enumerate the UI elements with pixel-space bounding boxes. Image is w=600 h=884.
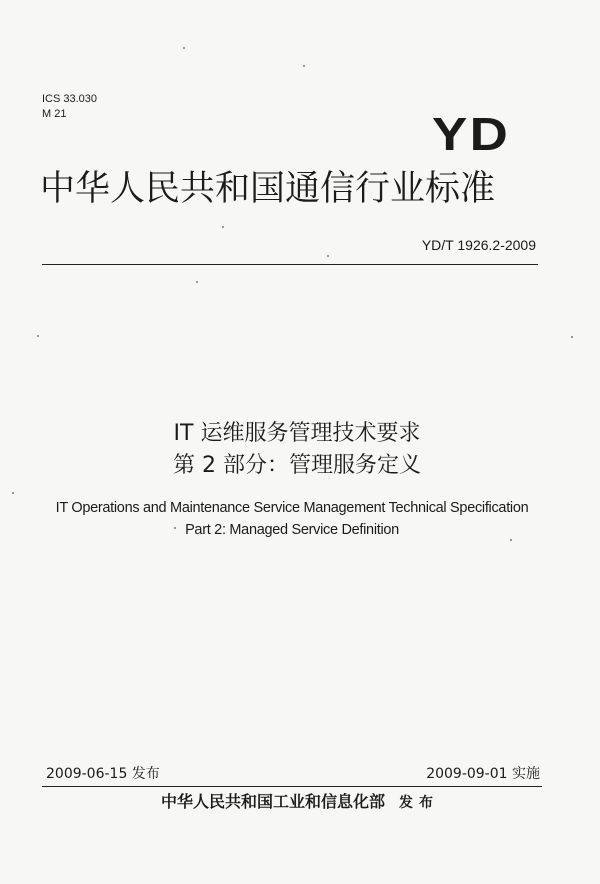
ccs-code: M 21 [42,108,67,120]
title-en-line1: IT Operations and Maintenance Service Management Technical Specification [55,500,529,516]
scan-speck [196,281,198,283]
classification-codes [42,92,97,122]
issuer-name: 中华人民共和国工业和信息化部 [160,792,385,811]
scan-speck [303,65,305,67]
issue-date: 2009-06-15 发布 [46,766,160,782]
scan-speck [327,255,329,257]
scan-speck [12,492,14,494]
title-zh-line2: 第 2 部分：管理服务定义 [173,453,421,478]
footer-divider [42,786,542,787]
scan-speck [571,336,573,338]
yd-logo: YD [432,108,511,160]
scan-speck [174,527,176,529]
title-zh-line1: IT 运维服务管理技术要求 [173,421,421,446]
header-divider [42,264,538,265]
issuing-authority [0,790,600,815]
scan-speck [37,335,39,337]
scan-speck [222,226,224,228]
ics-code: ICS 33.030 [42,93,98,105]
implementation-date: 2009-09-01 实施 [426,766,540,782]
scan-speck [183,47,185,49]
standard-title: 中华人民共和国通信行业标准 [40,169,496,209]
title-en-line2: Part 2: Managed Service Definition [185,522,399,538]
issue-action: 发布 [399,795,439,811]
standard-number: YD/T 1926.2-2009 [421,237,536,253]
scan-speck [510,539,512,541]
